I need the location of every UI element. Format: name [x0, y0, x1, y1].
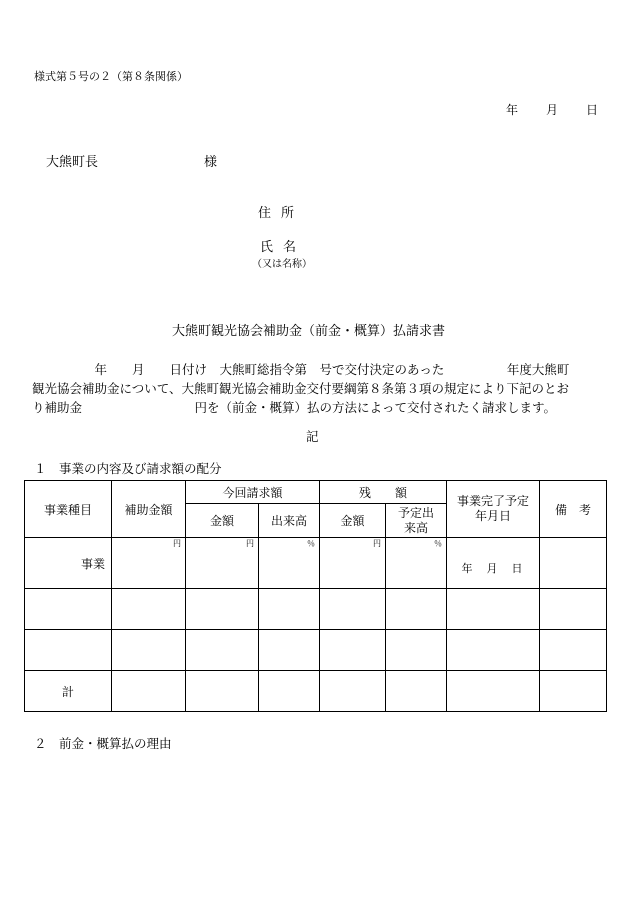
header-remaining: 残 額 — [320, 481, 447, 504]
header-planned-progress: 予定出 来高 — [386, 504, 447, 538]
unit-percent: ％ — [307, 539, 316, 548]
name-sub-label: （又は名称） — [252, 259, 312, 270]
cell-subsidy-amount[interactable] — [112, 538, 186, 589]
completion-month: 月 — [486, 562, 500, 575]
table-row — [25, 630, 607, 671]
body-line-1: 年 月 日付け 大熊町総指令第 号で交付決定のあった 年度大熊町 — [32, 362, 570, 377]
cell-remaining-amount[interactable] — [320, 538, 386, 589]
section2-title: ２ 前金・概算払の理由 — [34, 736, 172, 751]
unit-percent: ％ — [434, 539, 443, 548]
section1-title: １ 事業の内容及び請求額の配分 — [34, 461, 222, 476]
row-label-project: 事業 — [25, 538, 112, 589]
cell-request-amount[interactable] — [186, 538, 259, 589]
header-current-request: 今回請求額 — [186, 481, 320, 504]
completion-day: 日 — [511, 562, 525, 575]
header-remaining-amount: 金額 — [320, 504, 386, 538]
header-project-type: 事業種目 — [25, 481, 112, 538]
date-month: 月 — [546, 103, 559, 117]
date-day: 日 — [586, 103, 599, 117]
header-amount: 金額 — [186, 504, 259, 538]
ki-heading: 記 — [306, 429, 319, 444]
addressee-name: 大熊町長 — [46, 155, 99, 170]
cell-planned-progress[interactable] — [386, 538, 447, 589]
table-row — [25, 589, 607, 630]
header-progress: 出来高 — [259, 504, 320, 538]
unit-yen: 円 — [246, 539, 254, 548]
header-completion-date: 事業完了予定 年月日 — [447, 481, 540, 538]
address-label: 住所 — [258, 206, 305, 221]
cell-progress[interactable] — [259, 538, 320, 589]
cell-completion-date[interactable] — [447, 538, 540, 589]
body-line-3: り補助金 円を（前金・概算）払の方法によって交付されたく請求します。 — [32, 400, 557, 415]
completion-year: 年 — [461, 562, 475, 575]
row-label-total: 計 — [25, 671, 112, 712]
document-title: 大熊町観光協会補助金（前金・概算）払請求書 — [172, 324, 446, 339]
name-label: 氏名 — [260, 240, 307, 255]
table-row-total — [25, 671, 607, 712]
form-number: 様式第５号の２（第８条関係） — [34, 70, 188, 83]
table-row — [25, 538, 607, 589]
cell-remarks[interactable] — [540, 538, 607, 589]
unit-yen: 円 — [173, 539, 181, 548]
header-remarks: 備 考 — [540, 481, 607, 538]
header-subsidy-amount: 補助金額 — [112, 481, 186, 538]
body-paragraph — [32, 360, 592, 417]
allocation-table — [24, 480, 607, 712]
date-year: 年 — [506, 103, 519, 117]
unit-yen: 円 — [373, 539, 382, 548]
body-line-2: 観光協会補助金について、大熊町観光協会補助金交付要綱第８条第３項の規定により下記のとお — [32, 381, 570, 396]
addressee-honorific: 様 — [204, 155, 218, 170]
date-line — [506, 103, 598, 117]
